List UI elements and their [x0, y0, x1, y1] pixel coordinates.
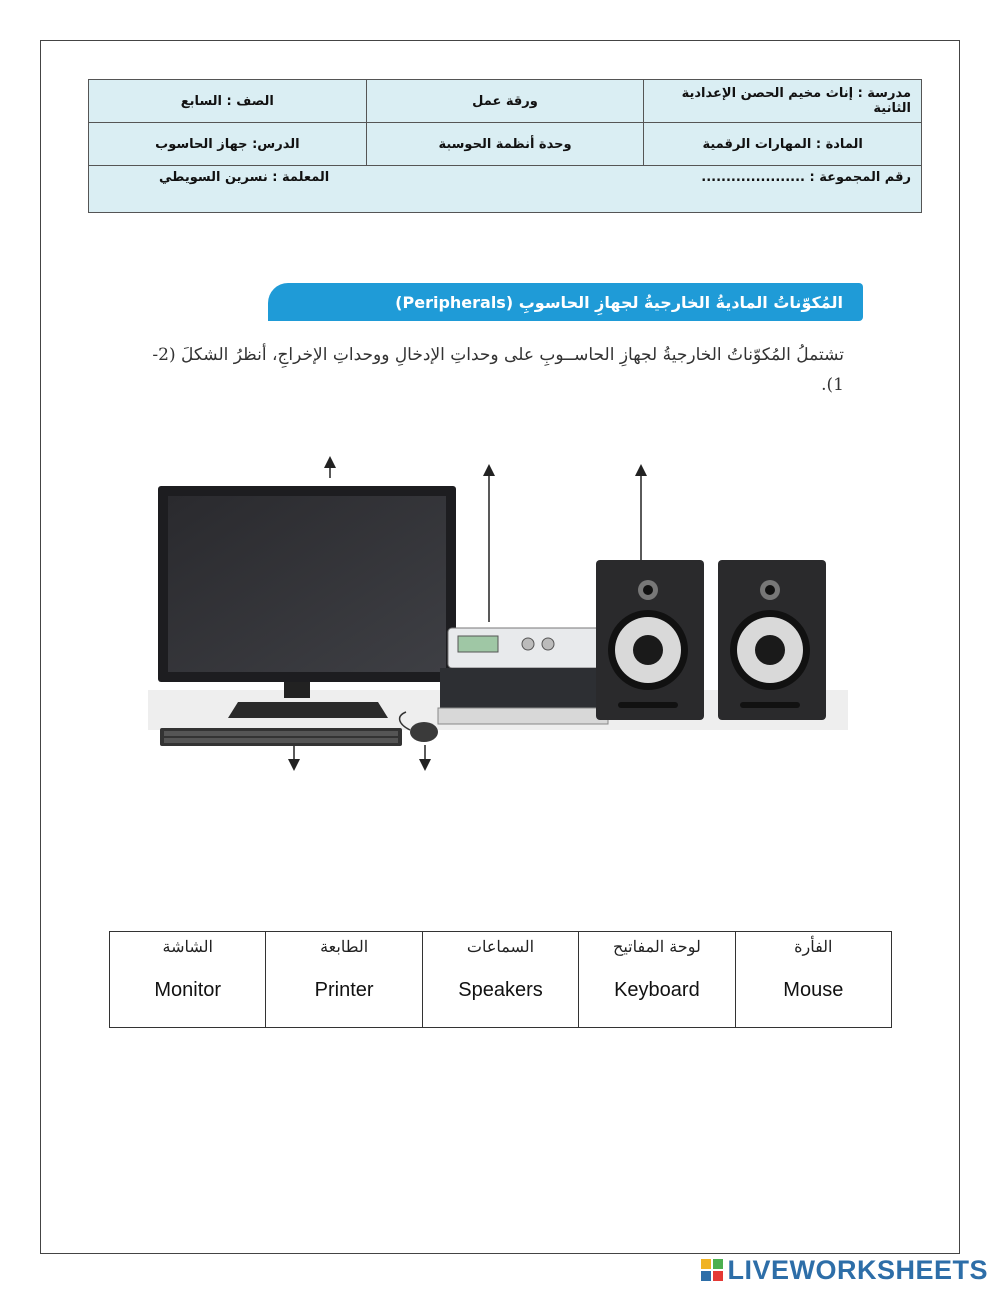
brand-name: LIVEWORKSHEETS	[727, 1254, 988, 1285]
vocab-cell-monitor[interactable]	[110, 932, 266, 1028]
school-name: مدرسة : إناث مخيم الحصن الإعدادية الثانية	[644, 80, 922, 123]
teacher-name: المعلمة : نسرين السويطي	[159, 170, 330, 185]
arabic-term: لوحة المفاتيح	[612, 937, 701, 956]
section-title: المُكوّناتُ الماديةُ الخارجيةُ لجهازِ الحاسوبِ (Peripherals)	[268, 283, 863, 321]
group-number[interactable]: رقم المجموعة : .....................	[701, 170, 911, 185]
vocabulary-row	[110, 932, 892, 1028]
intro-text: تشتملُ المُكوّناتُ الخارجيةُ لجهازِ الحاســوبِ على وحداتِ الإدخالِ ووحداتِ الإخراجِ، أنظرُ الشكلَ (2-1).	[152, 345, 844, 395]
peripherals-figure	[148, 440, 848, 780]
vocab-cell-keyboard[interactable]	[579, 932, 735, 1028]
liveworksheets-brand[interactable]	[701, 1255, 988, 1285]
english-term[interactable]: Keyboard	[614, 979, 700, 1001]
arabic-term: الفأرة	[794, 937, 833, 956]
vocab-cell-speakers[interactable]	[422, 932, 578, 1028]
mouse-icon	[410, 722, 438, 742]
english-term[interactable]: Speakers	[458, 979, 543, 1001]
liveworksheets-logo-icon	[701, 1259, 723, 1281]
speaker-right-icon	[718, 560, 826, 720]
vocab-cell-mouse[interactable]	[735, 932, 891, 1028]
arabic-term: الشاشة	[162, 937, 213, 956]
grade: الصف : السابع	[89, 80, 367, 123]
unit: وحدة أنظمة الحوسبة	[366, 123, 644, 166]
info-row	[89, 166, 922, 213]
english-term[interactable]: Monitor	[154, 979, 222, 1001]
vocab-cell-printer[interactable]	[266, 932, 422, 1028]
english-term[interactable]: Mouse	[783, 979, 844, 1001]
printer-icon	[438, 628, 622, 724]
doc-type: ورقة عمل	[366, 80, 644, 123]
lesson: الدرس: جهاز الحاسوب	[89, 123, 367, 166]
arabic-term: الطابعة	[320, 937, 369, 956]
group-teacher-cell	[89, 166, 922, 213]
keyboard-icon	[160, 728, 402, 746]
monitor-icon	[158, 486, 456, 718]
info-row	[89, 123, 922, 166]
subject: المادة : المهارات الرقمية	[644, 123, 922, 166]
arabic-term: السماعات	[466, 937, 535, 956]
info-row	[89, 80, 922, 123]
info-table	[88, 79, 922, 213]
speaker-left-icon	[596, 560, 704, 720]
vocabulary-table	[109, 931, 892, 1028]
english-term[interactable]: Printer	[314, 979, 374, 1001]
